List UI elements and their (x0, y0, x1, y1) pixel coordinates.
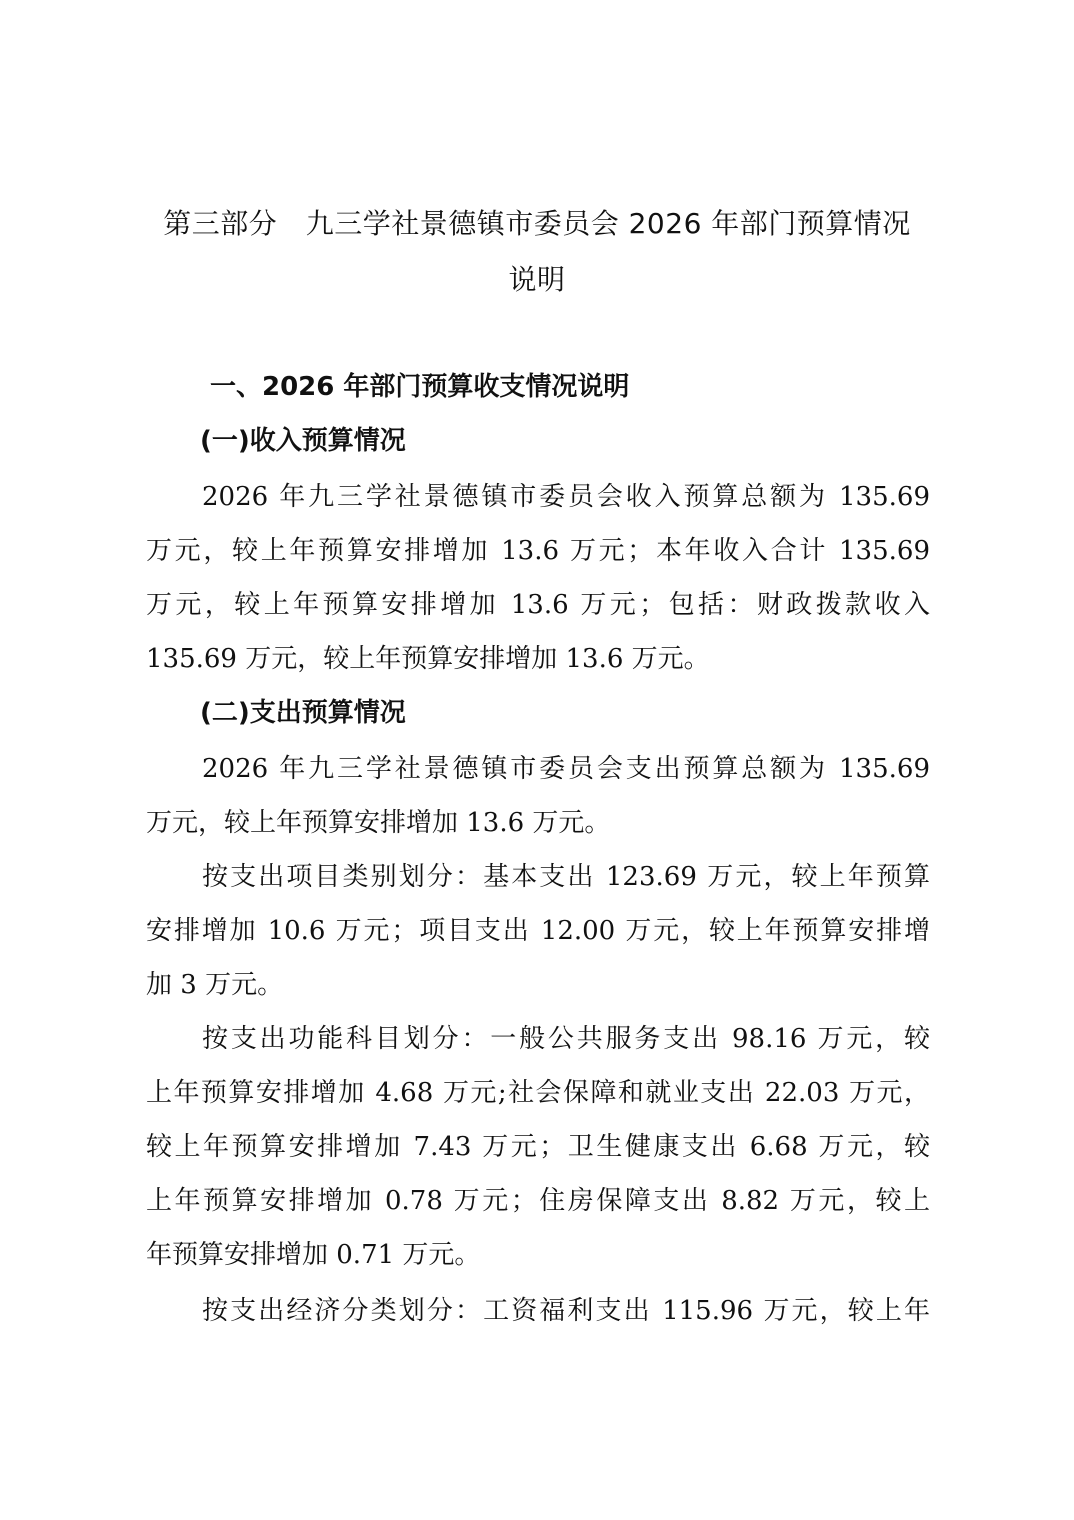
income-paragraph-line: 2026 年九三学社景德镇市委员会收入预算总额为 135.69 (202, 482, 930, 512)
income-paragraph-line: 万元，较上年预算安排增加 13.6 万元；本年收入合计 135.69 (146, 536, 930, 566)
expenditure-by-project-line: 安排增加 10.6 万元；项目支出 12.00 万元，较上年预算安排增 (146, 916, 930, 946)
expenditure-by-economic-line: 按支出经济分类划分：工资福利支出 115.96 万元，较上年 (202, 1296, 930, 1326)
document-title-line-1: 第三部分 九三学社景德镇市委员会 2026 年部门预算情况 (163, 207, 911, 240)
expenditure-by-project-line: 按支出项目类别划分：基本支出 123.69 万元，较上年预算 (202, 862, 930, 892)
income-paragraph-line: 135.69 万元，较上年预算安排增加 13.6 万元。 (146, 644, 710, 674)
expenditure-by-function-line: 较上年预算安排增加 7.43 万元；卫生健康支出 6.68 万元，较 (146, 1132, 930, 1162)
expenditure-by-function-line: 上年预算安排增加 0.78 万元；住房保障支出 8.82 万元，较上 (146, 1186, 930, 1216)
subsection-heading-income: (一)收入预算情况 (200, 426, 406, 456)
income-paragraph-line: 万元，较上年预算安排增加 13.6 万元；包括：财政拨款收入 (146, 590, 930, 620)
expenditure-by-function-line: 按支出功能科目划分：一般公共服务支出 98.16 万元，较 (202, 1024, 930, 1054)
expenditure-by-project-line: 加 3 万元。 (146, 970, 284, 1000)
section-heading-budget-overview: 一、2026 年部门预算收支情况说明 (210, 372, 630, 402)
document-title-line-2: 说明 (508, 263, 566, 296)
subsection-heading-expenditure: (二)支出预算情况 (200, 698, 406, 728)
expenditure-total-line: 万元，较上年预算安排增加 13.6 万元。 (146, 808, 611, 838)
expenditure-total-line: 2026 年九三学社景德镇市委员会支出预算总额为 135.69 (202, 754, 930, 784)
expenditure-by-function-line: 年预算安排增加 0.71 万元。 (146, 1240, 481, 1270)
expenditure-by-function-line: 上年预算安排增加 4.68 万元;社会保障和就业支出 22.03 万元， (146, 1078, 930, 1108)
